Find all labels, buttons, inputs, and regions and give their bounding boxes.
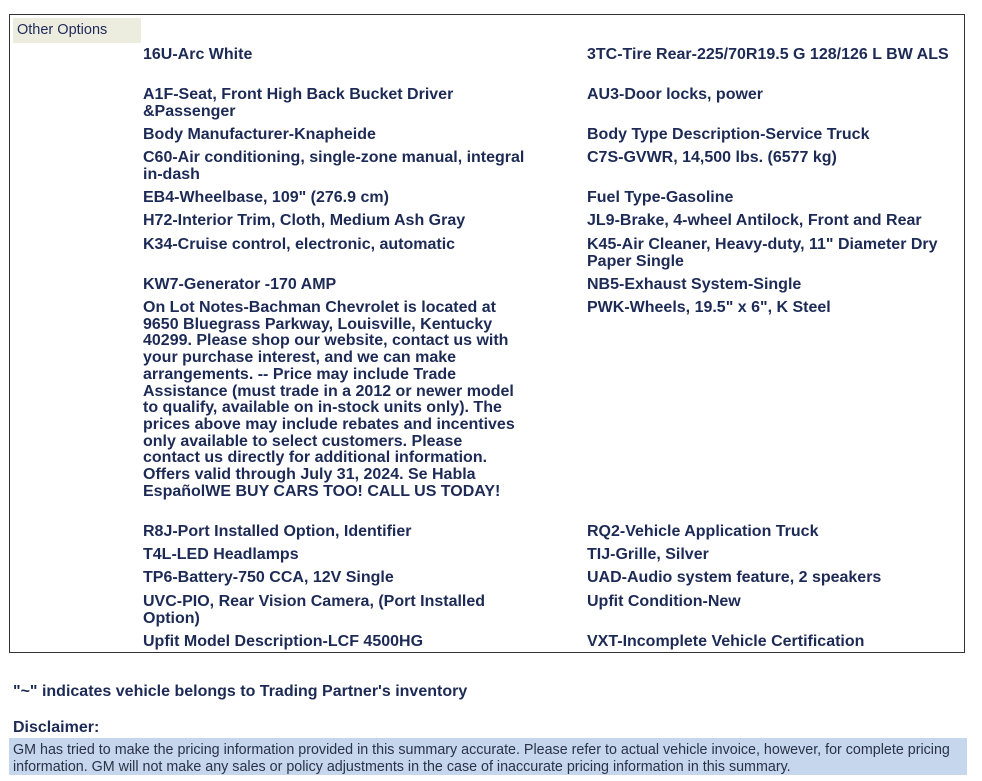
option-left-11: T4L-LED Headlamps xyxy=(143,546,299,563)
disclaimer-label: Disclaimer: xyxy=(13,719,100,736)
option-right-7: K45-Air Cleaner, Heavy-duty, 11" Diameter Dry Paper Single xyxy=(587,236,938,270)
option-right-2: AU3-Door locks, power xyxy=(587,86,764,103)
option-left-6: H72-Interior Trim, Cloth, Medium Ash Gray xyxy=(143,212,466,229)
option-right-1: 3TC-Tire Rear-225/70R19.5 G 128/126 L BW ALS xyxy=(587,46,949,63)
option-left-5: EB4-Wheelbase, 109" (276.9 cm) xyxy=(143,189,389,206)
option-right-4: C7S-GVWR, 14,500 lbs. (6577 kg) xyxy=(587,149,837,166)
other-options-table xyxy=(9,14,965,653)
option-right-11: TIJ-Grille, Silver xyxy=(587,546,709,563)
option-left-4: C60-Air conditioning, single-zone manual, integral in-dash xyxy=(143,149,525,183)
option-left-1: 16U-Arc White xyxy=(143,46,253,63)
section-title: Other Options xyxy=(13,18,141,43)
option-left-14: Upfit Model Description-LCF 4500HG xyxy=(143,633,424,650)
option-left-10: R8J-Port Installed Option, Identifier xyxy=(143,523,412,540)
option-left-2: A1F-Seat, Front High Back Bucket Driver &Passenger xyxy=(143,86,454,120)
on-lot-notes: On Lot Notes-Bachman Chevrolet is located at 9650 Bluegrass Parkway, Louisville, Kentucky 40299. Please shop our website, contact us with your purchase interest, and we can make arrangements. -- Price may include Trade Assistance (must trade in a 2012 or newer model to qualify, available on in-stock units only). The prices above may include rebates and incentives only available to select customers. Please contact us directly for additional information. Offers valid through July 31, 2024. Se Habla EspañolWE BUY CARS TOO! CALL US TODAY! xyxy=(143,299,515,500)
option-left-13: UVC-PIO, Rear Vision Camera, (Port Installed Option) xyxy=(143,593,486,627)
option-right-3: Body Type Description-Service Truck xyxy=(587,126,870,143)
option-left-3: Body Manufacturer-Knapheide xyxy=(143,126,376,143)
disclaimer-text: GM has tried to make the pricing information provided in this summary accurate. Please refer to actual vehicle invoice, however, for complete pricing information. GM will not make any sales or policy adjustments in the case of inaccurate pricing information in this summary. xyxy=(9,738,967,775)
option-left-12: TP6-Battery-750 CCA, 12V Single xyxy=(143,569,394,586)
option-right-6: JL9-Brake, 4-wheel Antilock, Front and Rear xyxy=(587,212,922,229)
option-right-5: Fuel Type-Gasoline xyxy=(587,189,734,206)
option-right-12: UAD-Audio system feature, 2 speakers xyxy=(587,569,882,586)
option-left-8: KW7-Generator -170 AMP xyxy=(143,276,337,293)
option-left-7: K34-Cruise control, electronic, automatic xyxy=(143,236,456,253)
option-right-9: PWK-Wheels, 19.5" x 6", K Steel xyxy=(587,299,831,316)
option-right-13: Upfit Condition-New xyxy=(587,593,741,610)
option-right-10: RQ2-Vehicle Application Truck xyxy=(587,523,819,540)
option-right-14: VXT-Incomplete Vehicle Certification xyxy=(587,633,865,650)
trading-partner-note: "~" indicates vehicle belongs to Trading Partner's inventory xyxy=(13,683,468,700)
option-right-8: NB5-Exhaust System-Single xyxy=(587,276,802,293)
